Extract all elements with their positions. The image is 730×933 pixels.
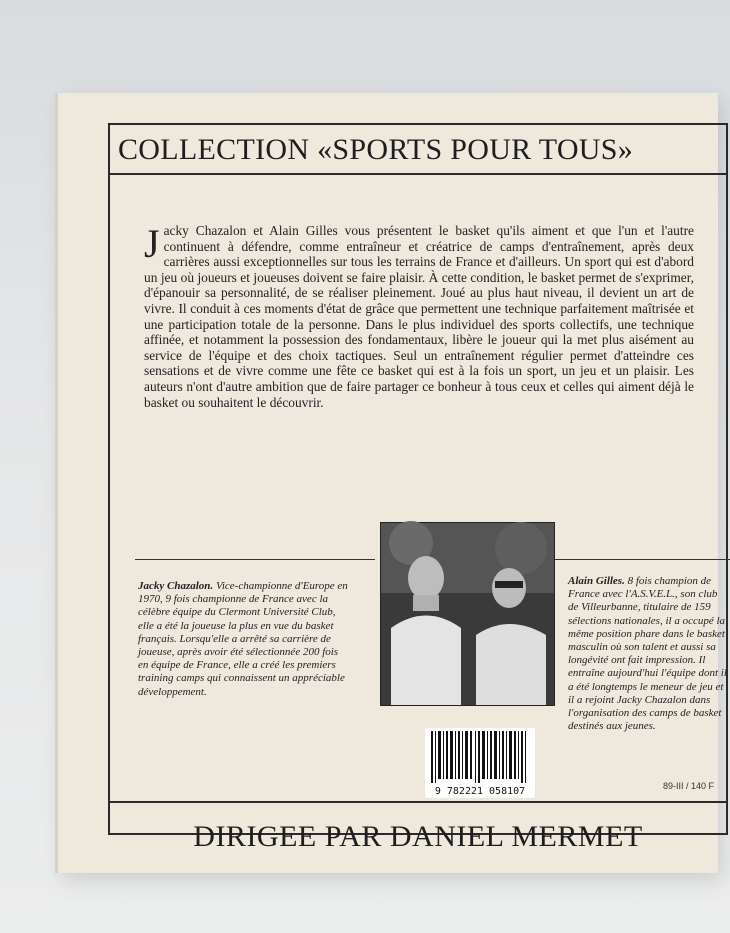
bio-gilles (568, 575, 728, 733)
cover-frame (108, 123, 728, 853)
bio-divider-left (135, 559, 375, 560)
bio-right-text: 8 fois champion de France avec l'A.S.V.E.L., son club de Villeurbanne, titulaire de 159 sélections nationales, il a occupé la même position phare dans le basket masculin où son talent et aussi sa longévité ont fait impression. Il entraîne aujourd'hui l'équipe dont il a été longtemps le meneur de jeu et il a rejoint Jacky Chazalon dans l'organisation des camps de basket destinés aux jeunes. (568, 575, 727, 733)
intro-dropcap: J (144, 221, 160, 266)
intro-text: acky Chazalon et Alain Gilles vous présentent le basket qu'ils aiment et que l'un et l'autre continuent à défendre, comme entraîneur et créatrice de camps d'entraînement, après deux carrières aussi exceptionnelles sur tous les terrains de France et d'ailleurs. Un sport qui est d'abord un jeu où joueurs et joueuses doivent se faire plaisir. À cette condition, le basket permet de s'exprimer, d'épanouir sa personnalité, de se réaliser pleinement. Joué au plus haut niveau, il devient un art de vivre. Il conduit à ces moments d'état de grâce que permettent une technique parfaitement maîtrisée et une participation totale de la personne. Dans le plus individuel des sports collectifs, une technique affinée, et notamment la possession des fondamentaux, libère le joueur qui la met plus aisément au service de l'équipe et des choix tactiques. Seul un entraînement régulier permet d'atteindre ces sensations et de vivre comme une fête ce basket qui est à la fois un sport, un jeu et un plaisir. Les auteurs n'ont d'autre ambition que de faire partager ce bonheur à tous ceux et celles qui aiment déjà le basket ou souhaitent le découvrir. (144, 223, 694, 410)
authors-photo-illustration (381, 523, 554, 705)
intro-paragraph (144, 223, 694, 410)
book-back-cover (55, 93, 727, 873)
bio-left-text: Vice-championne d'Europe en 1970, 9 fois championne de France avec la célèbre équipe du Clermont Université Club, elle a été la joueuse la plus en vue du basket français. Lorsqu'elle a arrêté sa carrière de joueuse, après avoir été sélectionnée 200 fois en équipe de France, elle a créé les premiers training camps qui connaissent un appréciable développement. (138, 580, 348, 698)
authors-photo (380, 522, 555, 706)
bio-right-name: Alain Gilles. (568, 575, 625, 587)
barcode-number: 9 782221 058107 (434, 786, 526, 797)
price-code: 89-III / 140 F (663, 781, 715, 791)
footer-divider (110, 801, 726, 803)
collection-title: COLLECTION «SPORTS POUR TOUS» (110, 125, 726, 175)
isbn-barcode (425, 728, 535, 798)
bio-divider-right (555, 559, 730, 560)
bio-chazalon (138, 580, 348, 699)
series-director: DIRIGEE PAR DANIEL MERMET (193, 820, 643, 853)
barcode-graphic (425, 728, 535, 798)
bio-left-name: Jacky Chazalon. (138, 580, 214, 592)
